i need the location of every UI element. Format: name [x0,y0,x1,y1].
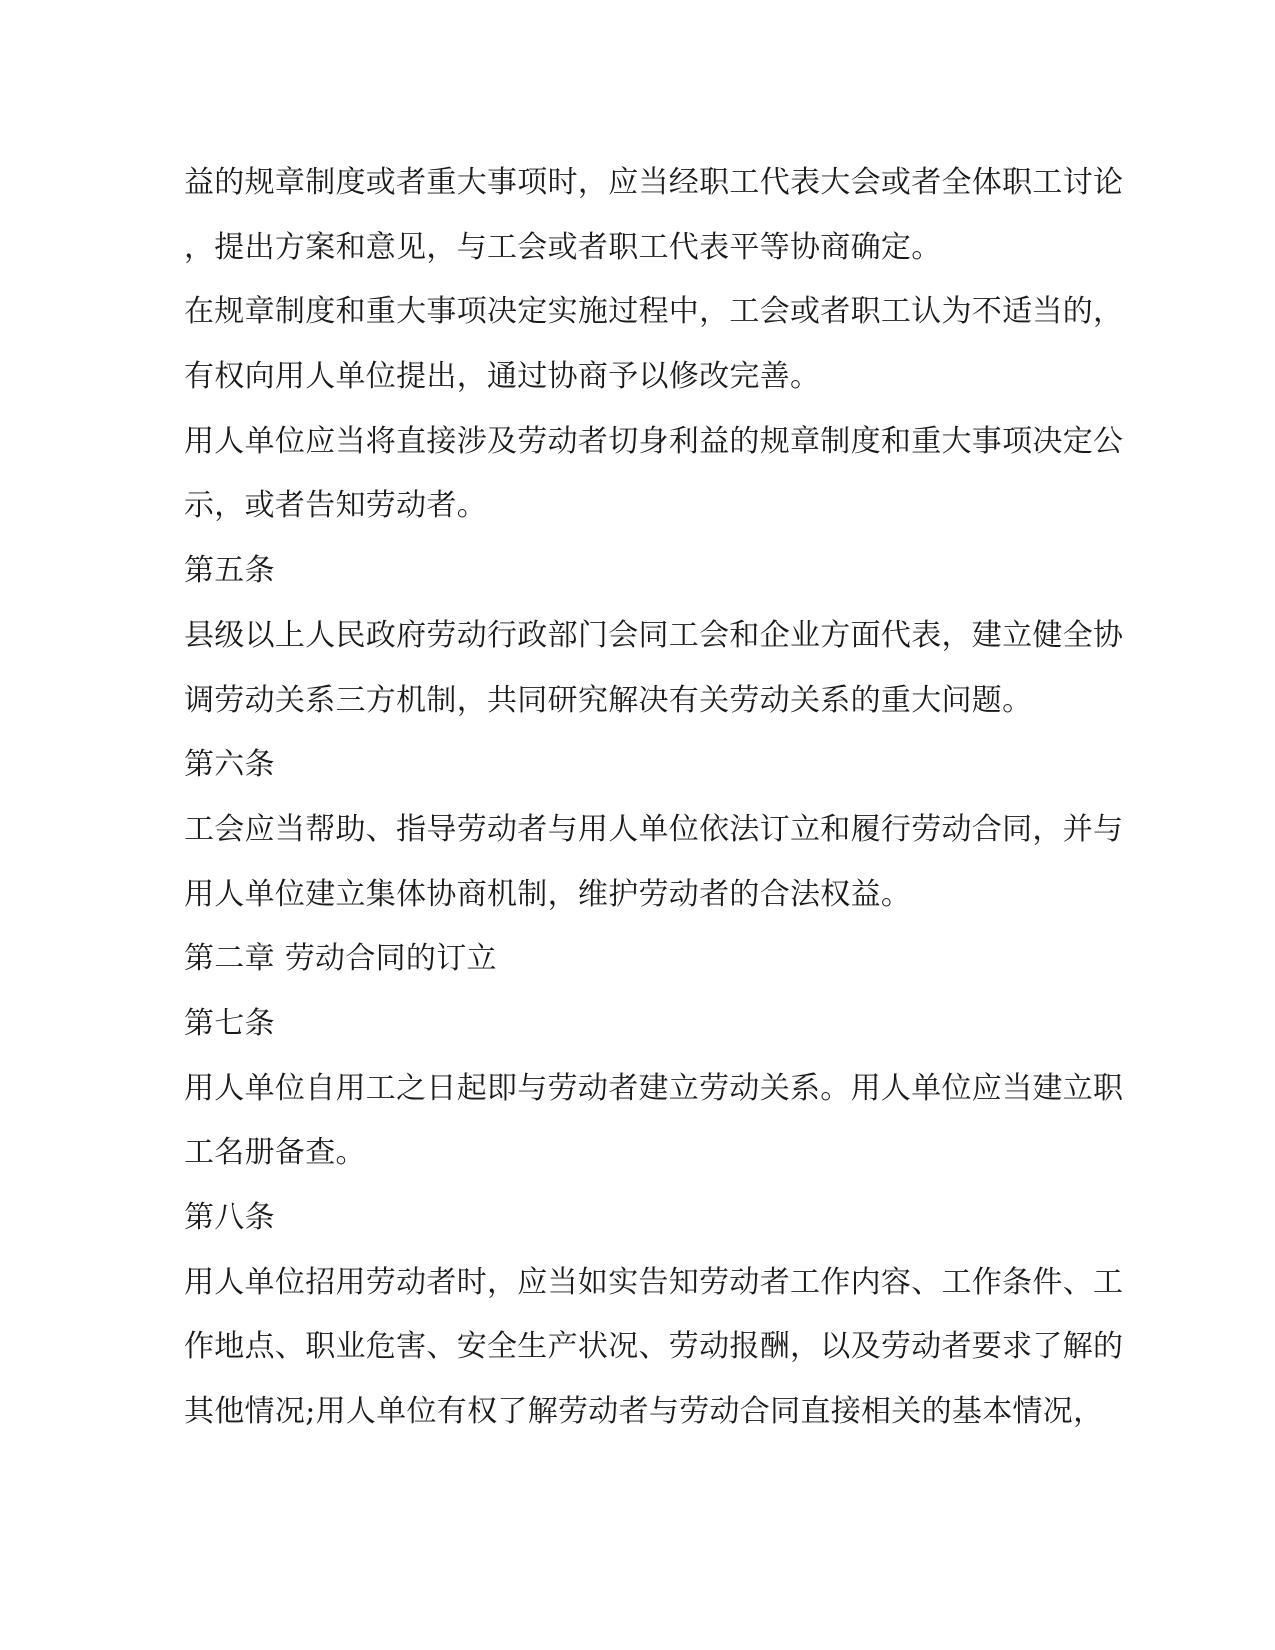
paragraph-line-16: 工名册备查。 [184,1135,366,1171]
article-heading-7: 第七条 [184,1005,275,1041]
paragraph-line-3: 在规章制度和重大事项决定实施过程中，工会或者职工认为不适当的， [184,294,1124,330]
article-heading-5: 第五条 [184,553,275,589]
paragraph-line-11: 工会应当帮助、指导劳动者与用人单位依法订立和履行劳动合同，并与 [184,811,1124,847]
paragraph-line-9: 调劳动关系三方机制，共同研究解决有关劳动关系的重大问题。 [184,682,1033,718]
paragraph-line-12: 用人单位建立集体协商机制，维护劳动者的合法权益。 [184,876,912,912]
paragraph-line-20: 其他情况;用人单位有权了解劳动者与劳动合同直接相关的基本情况， [184,1394,1104,1430]
chapter-heading-2: 第二章 劳动合同的订立 [184,941,497,977]
paragraph-line-5: 用人单位应当将直接涉及劳动者切身利益的规章制度和重大事项决定公 [184,423,1124,459]
paragraph-line-15: 用人单位自用工之日起即与劳动者建立劳动关系。用人单位应当建立职 [184,1070,1124,1106]
paragraph-line-6: 示，或者告知劳动者。 [184,488,487,524]
paragraph-line-4: 有权向用人单位提出，通过协商予以修改完善。 [184,359,821,395]
article-heading-6: 第六条 [184,747,275,783]
paragraph-line-19: 作地点、职业危害、安全生产状况、劳动报酬，以及劳动者要求了解的 [184,1329,1124,1365]
paragraph-line-2: ，提出方案和意见，与工会或者职工代表平等协商确定。 [184,229,942,265]
article-heading-8: 第八条 [184,1200,275,1235]
paragraph-line-18: 用人单位招用劳动者时，应当如实告知劳动者工作内容、工作条件、工 [184,1264,1124,1300]
paragraph-line-8: 县级以上人民政府劳动行政部门会同工会和企业方面代表，建立健全协 [184,617,1124,653]
paragraph-line-1: 益的规章制度或者重大事项时，应当经职工代表大会或者全体职工讨论 [184,165,1124,200]
document-body [184,151,1124,1445]
